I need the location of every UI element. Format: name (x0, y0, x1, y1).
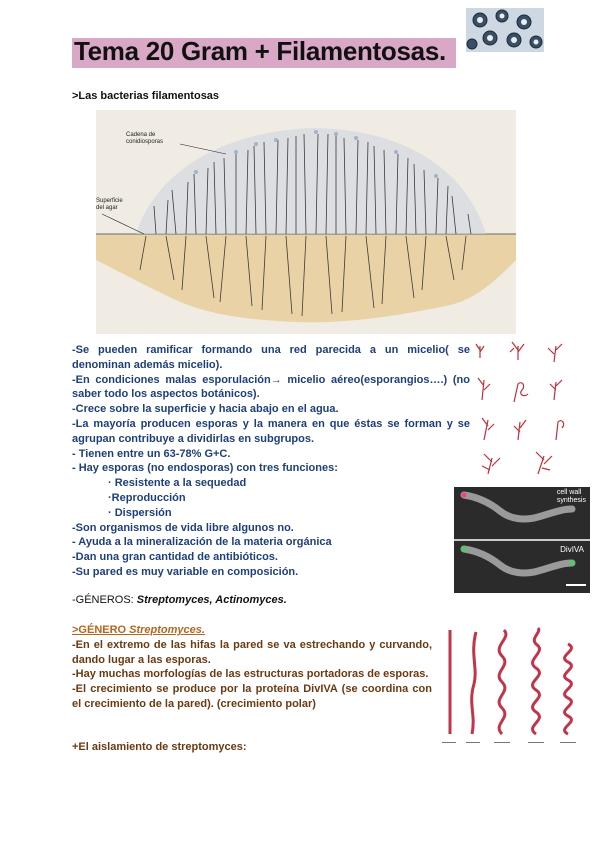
list-sub-item: · Dispersión (108, 506, 172, 519)
morphologies-drawing (474, 340, 584, 480)
figure-label-surface-1: Superficie (96, 198, 123, 204)
streptomyces-section (72, 623, 432, 712)
list-sub-item: · Resistente a la sequedad (108, 477, 247, 490)
list-item: -Hay muchas morfologías de las estructuras portadoras de esporas. (72, 668, 429, 681)
list-item: -La mayoría producen esporas y la manera en que éstas se forman y se agrupan contribuye a dividirlas en subgrupos. (72, 417, 470, 445)
list-item: - Ayuda a la mineralización de la materia orgánica (72, 536, 332, 549)
list-item: -En condiciones malas esporulación→ micelio aéreo(esporangios….) (no saber todo los aspectos botánicos). (72, 373, 470, 401)
list-item: - Hay esporas (no endosporas) con tres funciones: (72, 462, 338, 475)
figure-label-chains-2: conidiosporas (126, 139, 164, 145)
page-title: Tema 20 Gram + Filamentosas. (74, 36, 446, 66)
list-item: -Son organismos de vida libre algunos no. (72, 521, 294, 534)
streptomyces-heading (72, 623, 432, 638)
list-item: -Se pueden ramificar formando una red parecida a un micelio( se denominan además micelio). (72, 344, 470, 371)
generos-line (72, 594, 287, 606)
list-item: -Dan una gran cantidad de antibióticos. (72, 551, 278, 564)
list-item: -El crecimiento se produce por la proteína DivIVA (se coordina con el crecimiento de la pared). (crecimiento polar) (72, 683, 432, 710)
list-item: -En el extremo de las hifas la pared se va estrechando y curvando, dando lugar a las esporas. (72, 638, 432, 666)
streptomyces-heading-prefix: >GÉNERO (72, 624, 130, 636)
characteristics-list (72, 343, 470, 580)
micro-label-bottom: DivIVA (560, 545, 584, 554)
section-heading: >Las bacterias filamentosas (72, 90, 220, 102)
list-sub-item: ·Reproducción (108, 491, 186, 504)
figure-label-surface-2: del agar (96, 205, 118, 211)
spore-chain-drawing (438, 624, 588, 754)
list-item: - Tienen entre un 63-78% G+C. (72, 447, 231, 460)
spores-photo (466, 8, 544, 52)
generos-names: Streptomyces, Actinomyces. (136, 594, 287, 606)
list-item: -Crece sobre la superficie y hacia abajo en el agua. (72, 403, 339, 416)
generos-prefix: -GÉNEROS: (72, 594, 137, 606)
streptomyces-heading-name: Streptomyces. (129, 624, 205, 636)
microscopy-image (454, 487, 590, 593)
figure-label-chains-1: Cadena de (126, 132, 156, 138)
colony-figure (96, 110, 516, 334)
list-item: -Su pared es muy variable en composición. (72, 565, 299, 578)
aislamiento-line: +El aislamiento de streptomyces: (72, 741, 247, 753)
micro-label-top-1: cell wall (556, 489, 582, 496)
micro-label-top-2: synthesis (556, 497, 586, 504)
